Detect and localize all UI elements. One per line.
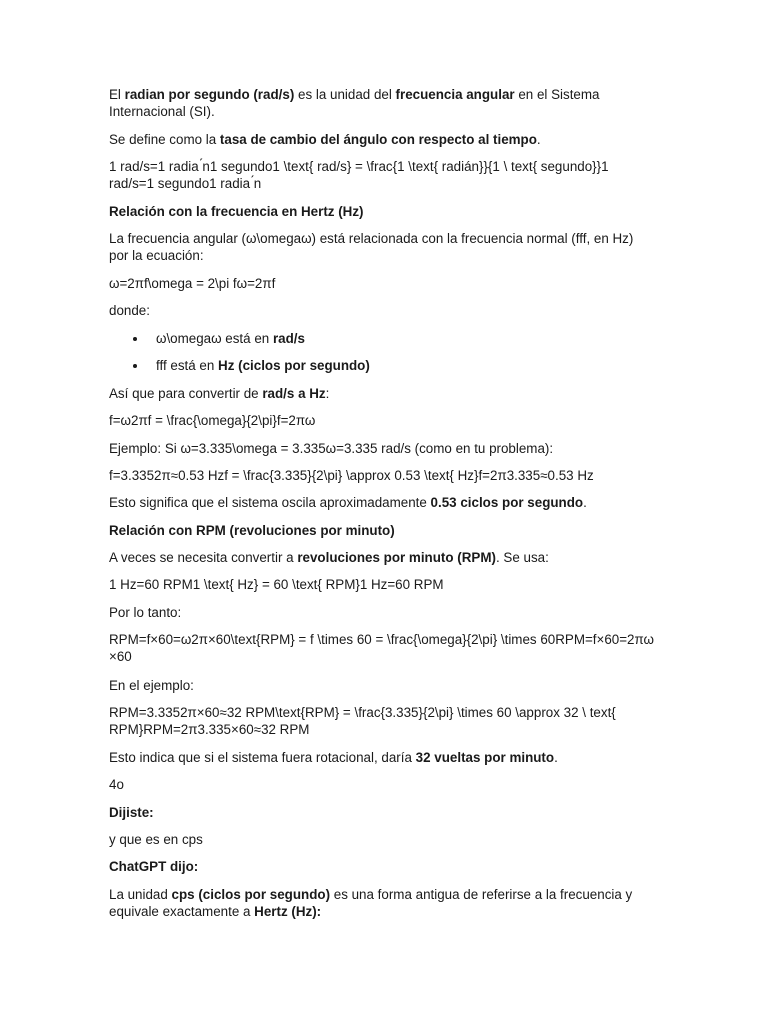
user-label xyxy=(109,804,654,821)
unit-bullet-list xyxy=(109,330,654,374)
heading-hz xyxy=(109,203,654,220)
speaker-text: Dijiste: xyxy=(109,805,154,820)
bold-run: cps (ciclos por segundo) xyxy=(171,887,331,902)
text-run: es la unidad del xyxy=(294,87,396,102)
answer-paragraph xyxy=(109,886,654,920)
bold-run: revoluciones por minuto (RPM) xyxy=(297,550,496,565)
bold-run: Hertz (Hz): xyxy=(254,904,322,919)
text-run: A veces se necesita convertir a xyxy=(109,550,298,565)
example-paragraph: Ejemplo: Si ω=3.335\omega = 3.335ω=3.335 rad/s (como en tu problema): xyxy=(109,441,554,456)
formula-rpm: RPM=f×60=ω2π×60\text{RPM} = f \times 60 = \frac{\omega}{2\pi} \times 60RPM=f×60=2πω ×60 xyxy=(109,632,654,664)
bullet-f xyxy=(109,357,654,374)
text-run: fff está en xyxy=(156,358,219,373)
bullet-omega xyxy=(109,330,654,347)
definition-paragraph xyxy=(109,131,654,148)
heading-text: Relación con RPM (revoluciones por minuto) xyxy=(109,523,395,538)
intro-paragraph xyxy=(109,86,654,120)
text-run: Esto significa que el sistema oscila aproximadamente xyxy=(109,495,431,510)
text-run: . xyxy=(583,495,587,510)
therefore-label: Por lo tanto: xyxy=(109,605,182,620)
bold-run: frecuencia angular xyxy=(395,87,515,102)
bold-run: radian por segundo (rad/s) xyxy=(124,87,295,102)
text-run: Se define como la xyxy=(109,132,220,147)
bold-run: rad/s xyxy=(272,331,305,346)
formula-example: f=3.3352π≈0.53 Hzf = \frac{3.335}{2\pi} \approx 0.53 \text{ Hz}f=2π3.335≈0.53 Hz xyxy=(109,468,594,483)
text-run: ω\omegaω está en xyxy=(156,331,273,346)
rotational-paragraph xyxy=(109,749,654,766)
bold-run: 0.53 ciclos por segundo xyxy=(430,495,584,510)
speaker-text: ChatGPT dijo: xyxy=(109,859,199,874)
in-example-label: En el ejemplo: xyxy=(109,678,194,693)
text-run: en el Sistema Internacional (SI). xyxy=(109,87,600,119)
bold-run: rad/s a Hz xyxy=(262,386,326,401)
convert-paragraph xyxy=(109,385,654,402)
text-run: . xyxy=(536,132,541,147)
text-run: El xyxy=(109,87,125,102)
text-run: es una forma antigua de referirse a la frecuencia y equivale exactamente a xyxy=(109,887,633,919)
text-run: : xyxy=(325,386,330,401)
bold-run: 32 vueltas por minuto xyxy=(415,750,555,765)
text-run: Esto indica que si el sistema fuera rotacional, daría xyxy=(109,750,416,765)
formula-unit: 1 rad/s=1 radia ́n1 segundo1 \text{ rad/s} = \frac{1 \text{ radián}}{1 \ text{ segundo}}1 rad/s=1 segundo1 radia ́n xyxy=(109,159,609,191)
meaning-paragraph xyxy=(109,494,654,511)
heading-rpm xyxy=(109,522,654,539)
assistant-label xyxy=(109,858,654,875)
relation-paragraph: La frecuencia angular (ω\omegaω) está relacionada con la frecuencia normal (fff, en Hz) por la ecuación: xyxy=(109,231,634,263)
text-run: . Se usa: xyxy=(495,550,549,565)
formula-hz-rpm: 1 Hz=60 RPM1 \text{ Hz} = 60 \text{ RPM}1 Hz=60 RPM xyxy=(109,577,444,592)
text-run: Así que para convertir de xyxy=(109,386,263,401)
user-message: y que es en cps xyxy=(109,832,203,847)
rpm-intro-paragraph xyxy=(109,549,654,566)
text-run: . xyxy=(554,750,558,765)
bold-run: Hz (ciclos por segundo) xyxy=(218,358,370,373)
bold-run: tasa de cambio del ángulo con respecto al tiempo xyxy=(219,132,537,147)
formula-f: f=ω2πf = \frac{\omega}{2\pi}f=2πω xyxy=(109,413,316,428)
heading-text: Relación con la frecuencia en Hertz (Hz) xyxy=(109,204,364,219)
formula-omega: ω=2πf\omega = 2\pi fω=2πf xyxy=(109,276,276,291)
donde-label: donde: xyxy=(109,303,150,318)
model-label: 4o xyxy=(109,777,124,792)
text-run: La unidad xyxy=(109,887,172,902)
formula-rpm-example: RPM=3.3352π×60≈32 RPM\text{RPM} = \frac{3.335}{2\pi} \times 60 \approx 32 \ text{ RPM}RPM=2π3.335×60≈32 RPM xyxy=(109,705,616,737)
